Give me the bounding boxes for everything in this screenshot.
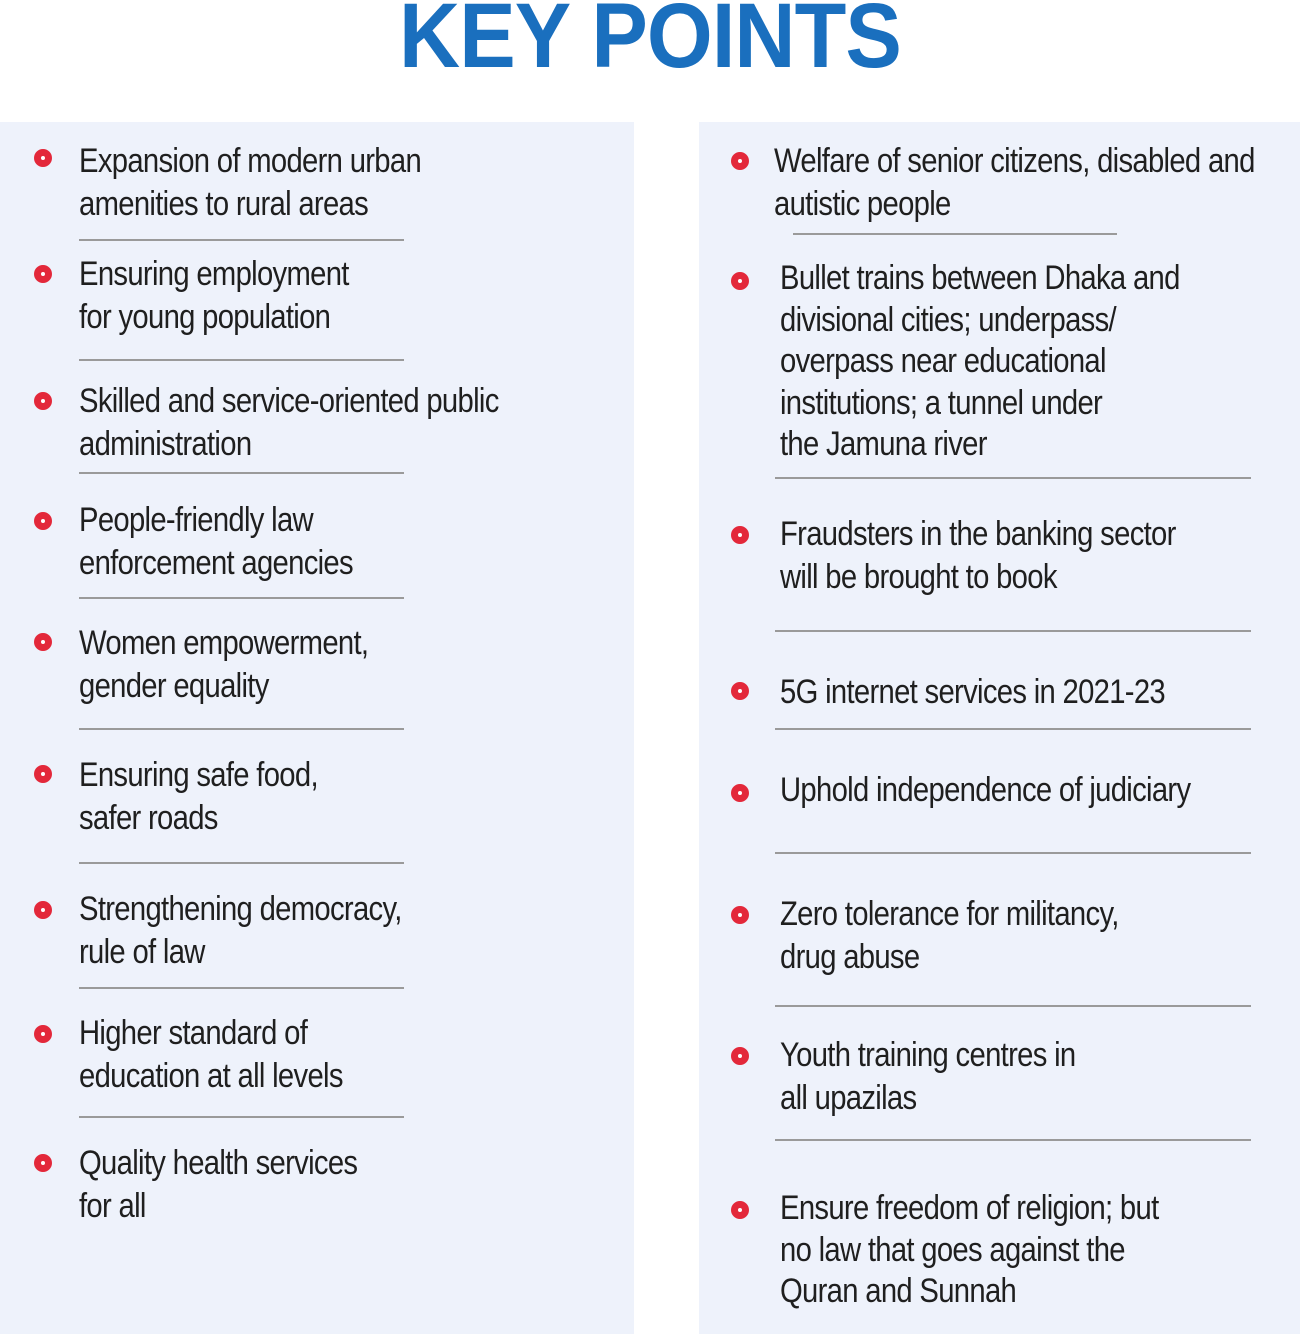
item-divider bbox=[775, 852, 1251, 854]
item-text: Expansion of modern urban amenities to rural areas bbox=[79, 142, 422, 223]
bullet-ring-icon bbox=[731, 784, 749, 802]
page-title: KEY POINTS bbox=[399, 0, 901, 87]
item-divider bbox=[775, 1139, 1251, 1141]
item-divider bbox=[79, 1116, 404, 1118]
item-divider bbox=[775, 728, 1251, 730]
bullet-ring-icon bbox=[34, 392, 52, 410]
item-text: Ensuring employment for young population bbox=[79, 255, 349, 336]
item-text: Higher standard of education at all levels bbox=[79, 1014, 343, 1095]
item-text: People-friendly law enforcement agencies bbox=[79, 501, 353, 582]
item-text: Fraudsters in the banking sector will be brought to book bbox=[780, 515, 1176, 596]
item-text: Youth training centres in all upazilas bbox=[780, 1036, 1076, 1117]
bullet-ring-icon bbox=[34, 149, 52, 167]
item-divider bbox=[79, 359, 404, 361]
left-column-panel bbox=[0, 122, 634, 1334]
item-text: Zero tolerance for militancy, drug abuse bbox=[780, 895, 1119, 976]
item-text: Ensuring safe food, safer roads bbox=[79, 756, 318, 837]
item-divider bbox=[79, 728, 404, 730]
bullet-ring-icon bbox=[34, 1154, 52, 1172]
item-divider bbox=[79, 239, 404, 241]
item-text: Strengthening democracy, rule of law bbox=[79, 890, 402, 971]
bullet-ring-icon bbox=[731, 272, 749, 290]
bullet-ring-icon bbox=[34, 1025, 52, 1043]
item-text: Ensure freedom of religion; but no law that goes against the Quran and Sunnah bbox=[780, 1189, 1159, 1310]
item-divider bbox=[79, 862, 404, 864]
bullet-ring-icon bbox=[731, 526, 749, 544]
item-divider bbox=[775, 477, 1251, 479]
bullet-ring-icon bbox=[731, 1201, 749, 1219]
item-text: Bullet trains between Dhaka and divisional cities; underpass/ overpass near educational institutions; a tunnel under the Jamuna river bbox=[780, 259, 1180, 463]
item-text: Uphold independence of judiciary bbox=[780, 771, 1191, 809]
bullet-ring-icon bbox=[731, 682, 749, 700]
bullet-ring-icon bbox=[731, 152, 749, 170]
bullet-ring-icon bbox=[731, 1047, 749, 1065]
bullet-ring-icon bbox=[731, 906, 749, 924]
item-text: Women empowerment, gender equality bbox=[79, 624, 369, 705]
item-text: Skilled and service-oriented public administration bbox=[79, 382, 499, 463]
bullet-ring-icon bbox=[34, 765, 52, 783]
item-divider bbox=[79, 987, 404, 989]
bullet-ring-icon bbox=[34, 901, 52, 919]
item-divider bbox=[793, 233, 1117, 235]
item-divider bbox=[775, 630, 1251, 632]
bullet-ring-icon bbox=[34, 265, 52, 283]
item-text: Welfare of senior citizens, disabled and autistic people bbox=[774, 142, 1255, 223]
item-text: Quality health services for all bbox=[79, 1144, 358, 1225]
item-divider bbox=[79, 597, 404, 599]
item-divider bbox=[775, 1005, 1251, 1007]
bullet-ring-icon bbox=[34, 512, 52, 530]
bullet-ring-icon bbox=[34, 633, 52, 651]
item-text: 5G internet services in 2021-23 bbox=[780, 673, 1166, 711]
item-divider bbox=[79, 472, 404, 474]
right-column-panel bbox=[699, 122, 1300, 1334]
